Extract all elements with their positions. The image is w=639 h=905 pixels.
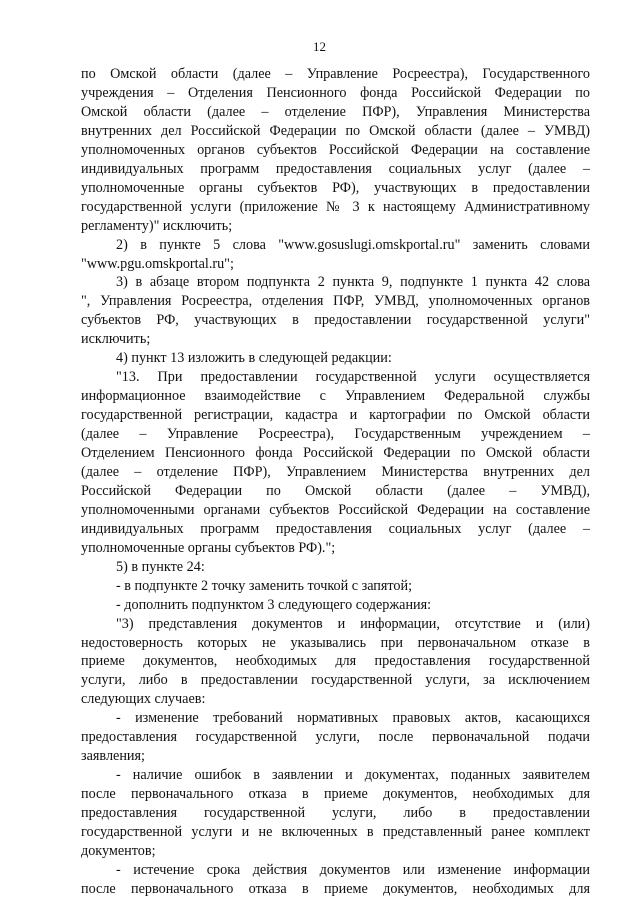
page-number: 12 bbox=[313, 39, 326, 54]
text-line: уполномоченными органами субъектов Российской Федерации на составление bbox=[81, 501, 590, 518]
text-line: 3) в абзаце втором подпункта 2 пункта 9, подпункте 1 пункта 42 слова bbox=[116, 274, 590, 291]
text-line: (далее – Управление Росреестра), Государственным учреждением – bbox=[81, 426, 590, 443]
text-line: - в подпункте 2 точку заменить точкой с запятой; bbox=[116, 577, 413, 594]
text-line: "3) представления документов и информации, отсутствие и (или) bbox=[116, 615, 590, 632]
text-line: - наличие ошибок в заявлении и документах, поданных заявителем bbox=[116, 767, 590, 784]
text-line: предоставления государственной услуги, после первоначальной подачи bbox=[81, 729, 590, 746]
text-line: государственной регистрации, кадастра и картографии по Омской области bbox=[81, 407, 590, 424]
text-line: Отделением Пенсионного фонда Российской Федерации по Омской области bbox=[81, 445, 590, 461]
text-line: индивидуальных программ предоставления социальных услуг (далее – bbox=[81, 160, 590, 177]
text-line: (далее – отделение ПФР), Управлением Министерства внутренних дел bbox=[81, 463, 590, 480]
text-line: Омской области (далее – отделение ПФР), Управления Министерства bbox=[81, 103, 590, 120]
text-line: уполномоченных органов субъектов Российской Федерации на составление bbox=[81, 141, 590, 158]
text-line: 2) в пункте 5 слова "www.gosuslugi.omskportal.ru" заменить словами bbox=[116, 236, 590, 253]
text-line: - истечение срока действия документов или изменение информации bbox=[116, 861, 590, 878]
text-line: недостоверность которых не указывались при первоначальном отказе в bbox=[81, 634, 590, 651]
text-line: "www.pgu.omskportal.ru"; bbox=[81, 255, 234, 272]
text-line: учреждения – Отделения Пенсионного фонда Российской Федерации по bbox=[81, 84, 590, 101]
text-line: регламенту)" исключить; bbox=[81, 217, 233, 234]
text-line: уполномоченные органы субъектов РФ)."; bbox=[81, 539, 336, 556]
text-line: приеме документов, необходимых для предоставления государственной bbox=[81, 653, 590, 670]
text-line: субъектов РФ, участвующих в предоставлении государственной услуги" bbox=[81, 312, 590, 329]
text-line: предоставления государственной услуги, либо в предоставлении bbox=[81, 805, 590, 822]
text-line: документов; bbox=[81, 842, 156, 859]
text-line: "13. При предоставлении государственной услуги осуществляется bbox=[116, 369, 590, 386]
text-line: по Омской области (далее – Управление Росреестра), Государственного bbox=[81, 66, 590, 82]
text-line: исключить; bbox=[81, 331, 151, 348]
text-line: после первоначального отказа в приеме документов, необходимых для bbox=[81, 880, 590, 897]
text-line: заявления; bbox=[81, 748, 145, 765]
text-line: следующих случаев: bbox=[81, 691, 206, 708]
text-line: внутренних дел Российской Федерации по Омской области (далее – УМВД) bbox=[81, 122, 590, 139]
text-line: 5) в пункте 24: bbox=[116, 558, 205, 575]
text-line: - дополнить подпунктом 3 следующего содержания: bbox=[116, 596, 432, 613]
text-line: информационное взаимодействие с Управлением Федеральной службы bbox=[81, 388, 590, 405]
text-line: индивидуальных программ предоставления социальных услуг (далее – bbox=[81, 520, 590, 537]
text-line: ", Управления Росреестра, отделения ПФР, УМВД, уполномоченных органов bbox=[81, 293, 590, 310]
text-line: после первоначального отказа в приеме документов, необходимых для bbox=[81, 786, 590, 803]
text-line: государственной услуги и не включенных в представленный ранее комплект bbox=[81, 824, 590, 840]
text-line: услуги, либо в предоставлении государственной услуги, за исключением bbox=[81, 672, 590, 689]
text-line: государственной услуги (приложение № 3 к настоящему Административному bbox=[81, 198, 590, 215]
text-line: 4) пункт 13 изложить в следующей редакции: bbox=[116, 350, 392, 367]
text-line: уполномоченные органы субъектов РФ), участвующих в предоставлении bbox=[81, 179, 590, 196]
text-line: - изменение требований нормативных правовых актов, касающихся bbox=[116, 710, 590, 727]
text-line: Российской Федерации по Омской области (далее – УМВД), bbox=[81, 482, 590, 499]
